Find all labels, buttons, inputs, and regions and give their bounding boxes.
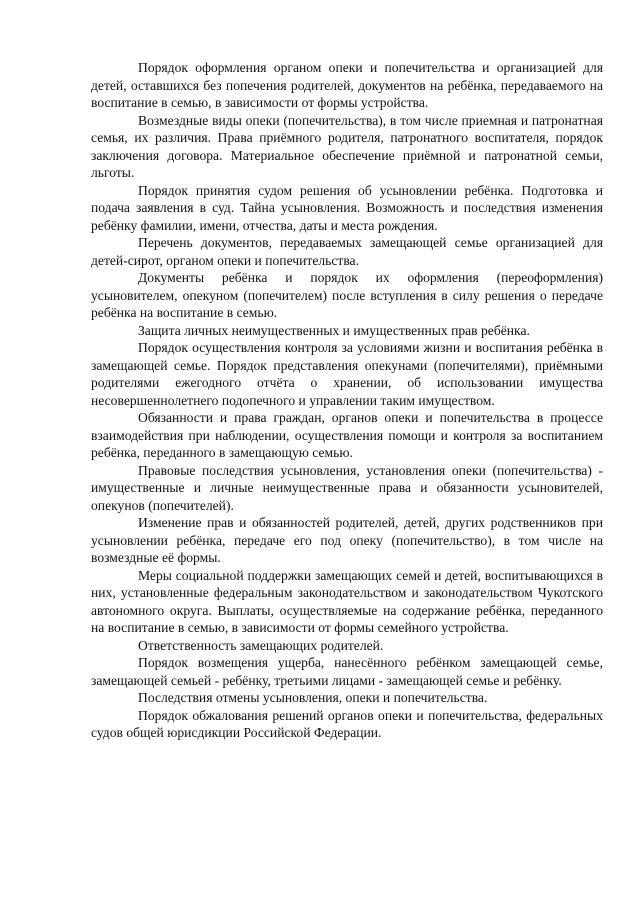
paragraph-cancellation-consequences: Последствия отмены усыновления, опеки и попечительства. bbox=[138, 690, 488, 705]
paragraph-damage-compensation: Порядок возмещения ущерба, нанесённого ребёнком замещающей семье, замещающей семьей - ребёнку, третьими лицами - замещающей семье и ребёнку. bbox=[91, 655, 603, 688]
paragraph-appeal-procedure: Порядок обжалования решений органов опеки и попечительства, федеральных судов общей юрисдикции Российской Федерации. bbox=[91, 707, 603, 740]
paragraph-court-adoption: Порядок принятия судом решения об усыновлении ребёнка. Подготовка и подача заявления в суд. Тайна усыновления. Возможность и последствия изменения ребёнку фамилии, имени, отчества, даты и места рождения. bbox=[91, 182, 603, 233]
paragraph-document-processing: Порядок оформления органом опеки и попечительства и организацией для детей, оставшихся без попечения родителей, документов на ребёнка, передаваемого на воспитание в семью, в зависимости от формы устройства. bbox=[91, 60, 603, 110]
paragraph-responsibility: Ответственность замещающих родителей. bbox=[138, 637, 384, 653]
paragraph-paid-guardianship: Возмездные виды опеки (попечительства), в том числе приемная и патронатная семья, их различия. Права приёмного родителя, патронатного воспитателя, порядок заключения договора. Материальное обеспечение приёмной и патронатной семьи, льготы. bbox=[91, 112, 603, 180]
paragraph-documents-list: Перечень документов, передаваемых замещающей семье организацией для детей-сирот, органом опеки и попечительства. bbox=[91, 235, 603, 268]
paragraph-social-support: Меры социальной поддержки замещающих семей и детей, воспитывающихся в них, установленные федеральным законодательством и законодательством Чукотского автономного округа. Выплаты, осуществляемые на содержание ребёнка, переданного на воспитание в семью, в зависимости от формы семейного устройства. bbox=[91, 567, 603, 635]
paragraph-child-documents: Документы ребёнка и порядок их оформления (переоформления) усыновителем, опекуном (попечителем) после вступления в силу решения о передаче ребёнка на воспитание в семью. bbox=[91, 270, 603, 320]
paragraph-control-procedure: Порядок осуществления контроля за условиями жизни и воспитания ребёнка в замещающей семье. Порядок представления опекунами (попечителями), приёмными родителями ежегодного отчёта о хранении, об использовании имущества несовершеннолетнего подопечного и управлении таким имуществом. bbox=[91, 340, 603, 408]
paragraph-duties-and-rights: Обязанности и права граждан, органов опеки и попечительства в процессе взаимодействия при наблюдении, осуществления помощи и контроля за воспитанием ребёнка, переданного в замещающую семью. bbox=[91, 410, 603, 460]
document-page bbox=[91, 59, 603, 742]
paragraph-change-of-rights: Изменение прав и обязанностей родителей, детей, других родственников при усыновлении ребёнка, передаче его под опеку (попечительство), в том числе на возмездные её формы. bbox=[91, 515, 603, 565]
paragraph-legal-consequences: Правовые последствия усыновления, установления опеки (попечительства) - имущественные и личные неимущественные права и обязанности усыновителей, опекунов (попечителей). bbox=[91, 462, 603, 513]
paragraph-rights-protection: Защита личных неимущественных и имущественных прав ребёнка. bbox=[138, 322, 530, 338]
